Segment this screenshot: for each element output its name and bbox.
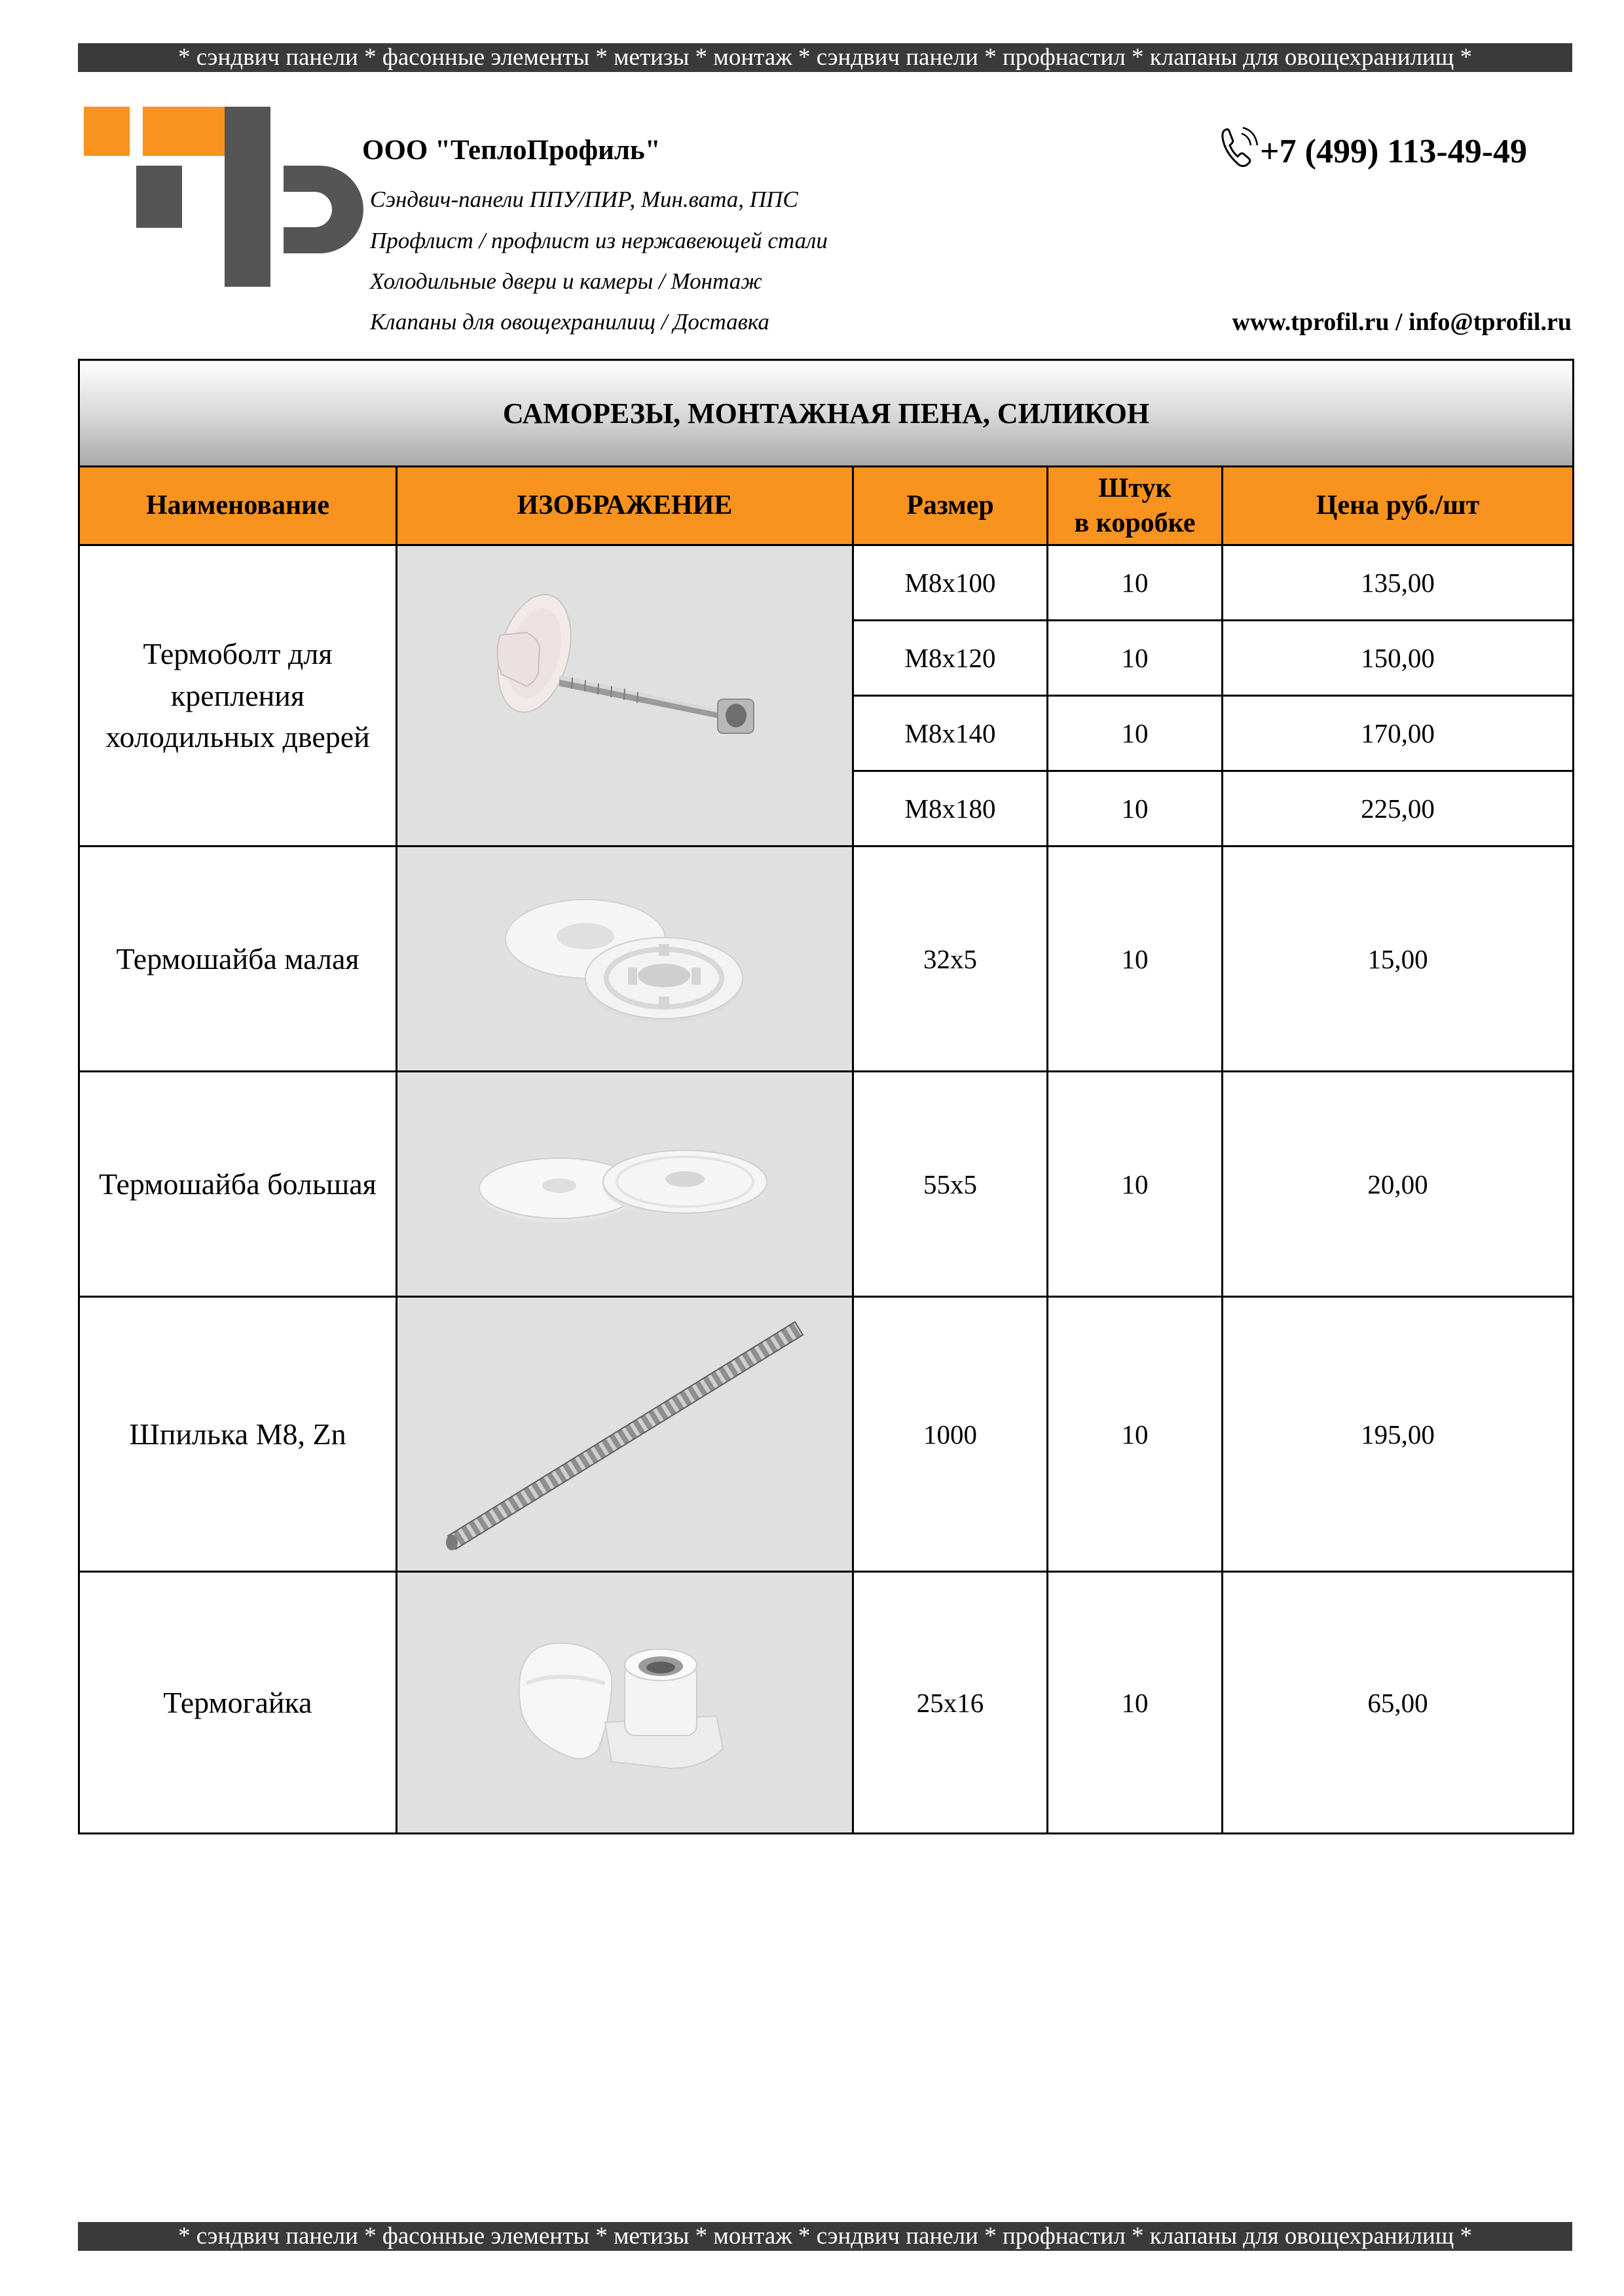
table-title: САМОРЕЗЫ, МОНТАЖНАЯ ПЕНА, СИЛИКОН xyxy=(79,360,1574,467)
product-image-cell xyxy=(397,545,853,847)
size-value: M8x140 xyxy=(853,696,1048,771)
price-value: 20,00 xyxy=(1223,1072,1574,1297)
header-name: Наименование xyxy=(79,467,397,545)
size-value: 1000 xyxy=(853,1297,1048,1572)
tagline-4: Клапаны для овощехранилищ / Доставка xyxy=(370,309,769,335)
header-price: Цена руб./шт xyxy=(1223,467,1574,545)
qty-value: 10 xyxy=(1048,1297,1223,1572)
qty-value: 10 xyxy=(1048,696,1223,771)
product-image-cell xyxy=(397,847,853,1072)
phone-block[interactable] xyxy=(1219,124,1527,171)
tagline-2: Профлист / профлист из нержавеющей стали xyxy=(370,228,828,253)
size-value: M8x100 xyxy=(853,545,1048,621)
price-table xyxy=(78,359,1574,1834)
header-size: Размер xyxy=(853,467,1048,545)
company-name: ООО "ТеплоПрофиль" xyxy=(362,135,661,166)
table-row xyxy=(79,545,1574,621)
product-name: Шпилька M8, Zn xyxy=(79,1297,397,1572)
header-qty-line2: в коробке xyxy=(1074,507,1196,538)
thermobolt-image xyxy=(461,588,788,804)
top-banner: * сэндвич панели * фасонные элементы * метизы * монтаж * сэндвич панели * профнастил * клапаны для овощехранилищ * xyxy=(78,43,1572,72)
price-value: 195,00 xyxy=(1223,1297,1574,1572)
size-value: M8x180 xyxy=(853,771,1048,847)
price-value: 65,00 xyxy=(1223,1572,1574,1834)
qty-value: 10 xyxy=(1048,771,1223,847)
table-row xyxy=(79,847,1574,1072)
qty-value: 10 xyxy=(1048,1572,1223,1834)
header-qty xyxy=(1048,467,1223,545)
tagline-3: Холодильные двери и камеры / Монтаж xyxy=(370,268,762,294)
qty-value: 10 xyxy=(1048,545,1223,621)
threaded-rod-image xyxy=(428,1310,821,1559)
product-image-cell xyxy=(397,1297,853,1572)
size-value: 55x5 xyxy=(853,1072,1048,1297)
price-value: 15,00 xyxy=(1223,847,1574,1072)
size-value: 32x5 xyxy=(853,847,1048,1072)
qty-value: 10 xyxy=(1048,847,1223,1072)
thermonut-image xyxy=(507,1624,743,1781)
product-image-cell xyxy=(397,1572,853,1834)
large-washer-image xyxy=(474,1132,775,1237)
qty-value: 10 xyxy=(1048,1072,1223,1297)
price-value: 135,00 xyxy=(1223,545,1574,621)
website-email[interactable]: www.tprofil.ru / info@tprofil.ru xyxy=(1232,308,1572,336)
price-value: 225,00 xyxy=(1223,771,1574,847)
bottom-banner: * сэндвич панели * фасонные элементы * метизы * монтаж * сэндвич панели * профнастил * клапаны для овощехранилищ * xyxy=(78,2222,1572,2251)
table-row xyxy=(79,1572,1574,1834)
product-name: Термоболт для крепления холодильных дверей xyxy=(79,545,397,847)
product-name: Термошайба малая xyxy=(79,847,397,1072)
table-row xyxy=(79,1297,1574,1572)
table-row xyxy=(79,1072,1574,1297)
size-value: M8x120 xyxy=(853,621,1048,696)
header-qty-line1: Штук xyxy=(1098,473,1172,503)
product-name: Термогайка xyxy=(79,1572,397,1834)
price-value: 150,00 xyxy=(1223,621,1574,696)
header-image: ИЗОБРАЖЕНИЕ xyxy=(397,467,853,545)
table-header-row xyxy=(79,467,1574,545)
company-logo xyxy=(84,107,365,287)
small-washer-image xyxy=(487,884,762,1034)
phone-icon xyxy=(1219,124,1259,170)
qty-value: 10 xyxy=(1048,621,1223,696)
product-name: Термошайба большая xyxy=(79,1072,397,1297)
price-value: 170,00 xyxy=(1223,696,1574,771)
size-value: 25x16 xyxy=(853,1572,1048,1834)
tagline-1: Сэндвич-панели ППУ/ПИР, Мин.вата, ППС xyxy=(370,187,798,212)
phone-number: +7 (499) 113-49-49 xyxy=(1260,133,1528,170)
product-image-cell xyxy=(397,1072,853,1297)
